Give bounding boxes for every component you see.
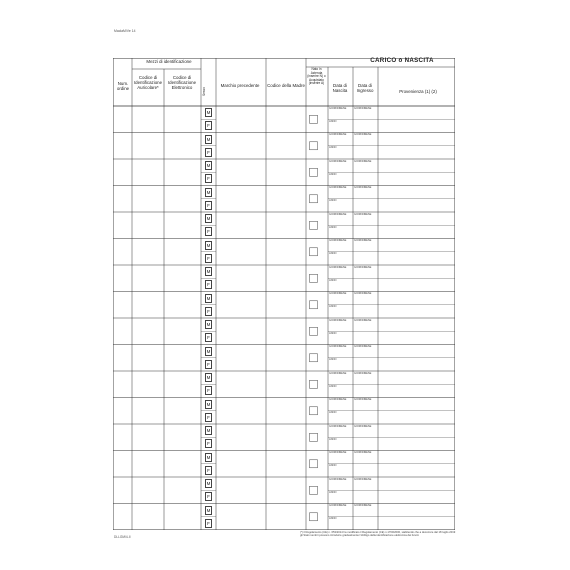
data-ingresso-header: Data di Ingresso xyxy=(356,83,374,93)
sex-male-box[interactable]: M xyxy=(206,322,211,327)
date-giorno-label: GIORNO xyxy=(329,504,340,507)
data-nascita-header: Data di Nascita xyxy=(332,83,348,93)
sex-female-box[interactable]: F xyxy=(205,386,212,395)
nato-acquistato-box[interactable] xyxy=(310,274,318,282)
date-anno-label: ANNO xyxy=(329,331,337,335)
date-mese-label: MESE xyxy=(364,345,372,348)
sex-female-box[interactable]: F xyxy=(205,492,212,501)
date-mese-label: MESE xyxy=(339,424,347,428)
date-giorno-label: GIORNO xyxy=(354,318,365,322)
date-giorno-label: GIORNO xyxy=(354,451,365,454)
sex-female-box[interactable]: F xyxy=(205,148,212,157)
date-mese-label: MESE xyxy=(364,212,372,216)
date-giorno-label: GIORNO xyxy=(329,265,340,269)
codice-auricolare-header: Codice di Identificazione Auricolare* xyxy=(133,75,163,90)
date-giorno-label: GIORNO xyxy=(354,106,365,110)
date-anno-label: ANNO xyxy=(329,172,337,176)
date-mese-label: MESE xyxy=(364,398,372,401)
date-mese-label: MESE xyxy=(364,371,372,375)
date-giorno-label: GIORNO xyxy=(329,424,340,428)
date-mese-label: MESE xyxy=(364,424,372,428)
date-mese-label: MESE xyxy=(339,504,347,507)
date-giorno-label: GIORNO xyxy=(329,477,340,481)
date-giorno-label: GIORNO xyxy=(354,424,365,428)
sex-male-box[interactable]: M xyxy=(206,375,211,380)
date-anno-label: ANNO xyxy=(329,358,337,362)
date-anno-label: ANNO xyxy=(329,437,337,441)
sex-male-box[interactable]: M xyxy=(206,189,211,195)
nato-acquistato-box[interactable] xyxy=(310,460,318,468)
nato-acquistato-box[interactable] xyxy=(310,115,318,123)
codice-elettronico-header: Codice di Identificazione Elettronico xyxy=(167,75,197,90)
footer-code: DLLGM/4-II xyxy=(114,535,131,539)
sex-male-box[interactable]: M xyxy=(206,163,211,168)
date-mese-label: MESE xyxy=(364,265,372,269)
date-anno-label: ANNO xyxy=(329,517,337,521)
nato-acquistato-box[interactable] xyxy=(310,301,318,309)
sex-female-box[interactable]: F xyxy=(205,333,212,342)
date-anno-label: ANNO xyxy=(329,384,337,388)
sex-female-box[interactable]: F xyxy=(205,413,212,422)
date-giorno-label: GIORNO xyxy=(354,398,365,401)
sex-male-box[interactable]: M xyxy=(206,454,211,460)
sex-female-box[interactable]: F xyxy=(205,360,212,369)
sex-male-box[interactable]: M xyxy=(206,136,211,142)
date-mese-label: MESE xyxy=(339,345,347,348)
date-mese-label: MESE xyxy=(364,159,372,163)
nato-acquistato-box[interactable] xyxy=(310,354,318,362)
date-giorno-label: GIORNO xyxy=(329,133,340,136)
nato-acquistato-box[interactable] xyxy=(310,513,318,521)
nato-acquistato-header: Nato in Azienda (inserire N) o Acquistato (inserire A) xyxy=(307,67,326,86)
num-ordine-header: Num. ordine xyxy=(116,81,130,91)
date-mese-label: MESE xyxy=(364,106,372,110)
date-mese-label: MESE xyxy=(339,159,347,163)
codice-madre-header: Codice della Madre xyxy=(267,83,305,88)
date-giorno-label: GIORNO xyxy=(329,212,340,216)
sex-male-box[interactable]: M xyxy=(206,269,211,274)
date-mese-label: MESE xyxy=(364,186,372,189)
date-mese-label: MESE xyxy=(339,477,347,481)
date-mese-label: MESE xyxy=(339,186,347,189)
date-mese-label: MESE xyxy=(339,292,347,295)
date-giorno-label: GIORNO xyxy=(354,504,365,507)
nato-acquistato-box[interactable] xyxy=(310,380,318,388)
date-giorno-label: GIORNO xyxy=(354,186,365,189)
date-mese-label: MESE xyxy=(364,292,372,295)
date-mese-label: MESE xyxy=(364,504,372,507)
date-giorno-label: GIORNO xyxy=(354,371,365,375)
sex-female-box[interactable]: F xyxy=(205,466,212,475)
date-giorno-label: GIORNO xyxy=(329,239,340,242)
date-mese-label: MESE xyxy=(339,318,347,322)
date-mese-label: MESE xyxy=(364,477,372,481)
nato-acquistato-box[interactable] xyxy=(310,195,318,203)
sesso-header: Sesso xyxy=(202,87,206,96)
sex-female-box[interactable]: F xyxy=(205,519,212,528)
date-giorno-label: GIORNO xyxy=(329,451,340,454)
nato-acquistato-box[interactable] xyxy=(310,248,318,256)
date-giorno-label: GIORNO xyxy=(329,159,340,163)
date-giorno-label: GIORNO xyxy=(329,186,340,189)
nato-acquistato-box[interactable] xyxy=(310,327,318,335)
nato-acquistato-box[interactable] xyxy=(310,486,318,494)
date-giorno-label: GIORNO xyxy=(354,212,365,216)
sex-female-box[interactable]: F xyxy=(205,439,212,448)
date-giorno-label: GIORNO xyxy=(354,345,365,348)
sex-male-box[interactable]: M xyxy=(206,401,211,407)
date-mese-label: MESE xyxy=(339,451,347,454)
date-anno-label: ANNO xyxy=(329,490,337,494)
date-giorno-label: GIORNO xyxy=(329,398,340,401)
date-anno-label: ANNO xyxy=(329,411,337,415)
sex-male-box[interactable]: M xyxy=(206,428,211,433)
sex-male-box[interactable]: M xyxy=(206,481,211,486)
date-mese-label: MESE xyxy=(339,239,347,242)
date-anno-label: ANNO xyxy=(329,252,337,256)
footnote: (*) il Regolamento (UE) n. 653/2014 ha modificato il Regolamento (CE) n.1760/2000, stabilendo che a decorrere dal 18 luglio 2019 gli Stati membri possono introdurre gradualmente l'obbligo della identificazione elettronica dei bovini xyxy=(300,531,456,538)
date-mese-label: MESE xyxy=(364,239,372,242)
nato-acquistato-box[interactable] xyxy=(310,168,318,176)
date-giorno-label: GIORNO xyxy=(354,477,365,481)
nato-acquistato-box[interactable] xyxy=(310,407,318,415)
sex-female-box[interactable]: F xyxy=(205,254,212,263)
nato-acquistato-box[interactable] xyxy=(310,221,318,229)
form-code: MaclaM/Ve 14 xyxy=(114,29,136,33)
sex-male-box[interactable]: M xyxy=(206,242,211,248)
date-mese-label: MESE xyxy=(339,371,347,375)
sex-female-box[interactable]: F xyxy=(205,174,212,183)
date-mese-label: MESE xyxy=(339,265,347,269)
date-giorno-label: GIORNO xyxy=(329,292,340,295)
date-mese-label: MESE xyxy=(339,133,347,136)
date-anno-label: ANNO xyxy=(329,305,337,309)
date-giorno-label: GIORNO xyxy=(354,159,365,163)
sex-female-box[interactable]: F xyxy=(205,121,212,130)
date-mese-label: MESE xyxy=(339,106,347,110)
sex-male-box[interactable]: M xyxy=(206,295,211,301)
date-anno-label: ANNO xyxy=(329,225,337,229)
sex-female-box[interactable]: F xyxy=(205,201,212,210)
sex-male-box[interactable]: M xyxy=(206,216,211,221)
date-giorno-label: GIORNO xyxy=(354,265,365,269)
date-mese-label: MESE xyxy=(364,451,372,454)
date-anno-label: ANNO xyxy=(329,278,337,282)
date-mese-label: MESE xyxy=(339,212,347,216)
date-mese-label: MESE xyxy=(339,398,347,401)
sex-male-box[interactable]: M xyxy=(206,110,211,115)
date-mese-label: MESE xyxy=(364,133,372,136)
date-giorno-label: GIORNO xyxy=(354,292,365,295)
date-mese-label: MESE xyxy=(364,318,372,322)
date-giorno-label: GIORNO xyxy=(329,106,340,110)
register-grid xyxy=(113,58,455,530)
date-giorno-label: GIORNO xyxy=(329,345,340,348)
carico-nascita-header: CARICO o NASCITA xyxy=(370,57,434,64)
date-anno-label: ANNO xyxy=(329,464,337,468)
register-sheet xyxy=(113,58,455,530)
sex-male-box[interactable]: M xyxy=(206,348,211,354)
sex-female-box[interactable]: F xyxy=(205,280,212,289)
date-giorno-label: GIORNO xyxy=(354,239,365,242)
nato-acquistato-box[interactable] xyxy=(310,433,318,441)
date-anno-label: ANNO xyxy=(329,119,337,123)
date-giorno-label: GIORNO xyxy=(329,371,340,375)
date-giorno-label: GIORNO xyxy=(329,318,340,322)
sex-female-box[interactable]: F xyxy=(205,307,212,316)
sex-female-box[interactable]: F xyxy=(205,227,212,236)
provenienza-header: Provenienza (1) (2) xyxy=(399,89,437,94)
sex-male-box[interactable]: M xyxy=(206,507,211,513)
date-giorno-label: GIORNO xyxy=(354,133,365,136)
identification-group-header: Mezzi di identificazione xyxy=(146,59,192,64)
nato-acquistato-box[interactable] xyxy=(310,142,318,150)
date-anno-label: ANNO xyxy=(329,146,337,150)
marchio-precedente-header: Marchio precedente xyxy=(220,83,260,88)
date-anno-label: ANNO xyxy=(329,199,337,203)
